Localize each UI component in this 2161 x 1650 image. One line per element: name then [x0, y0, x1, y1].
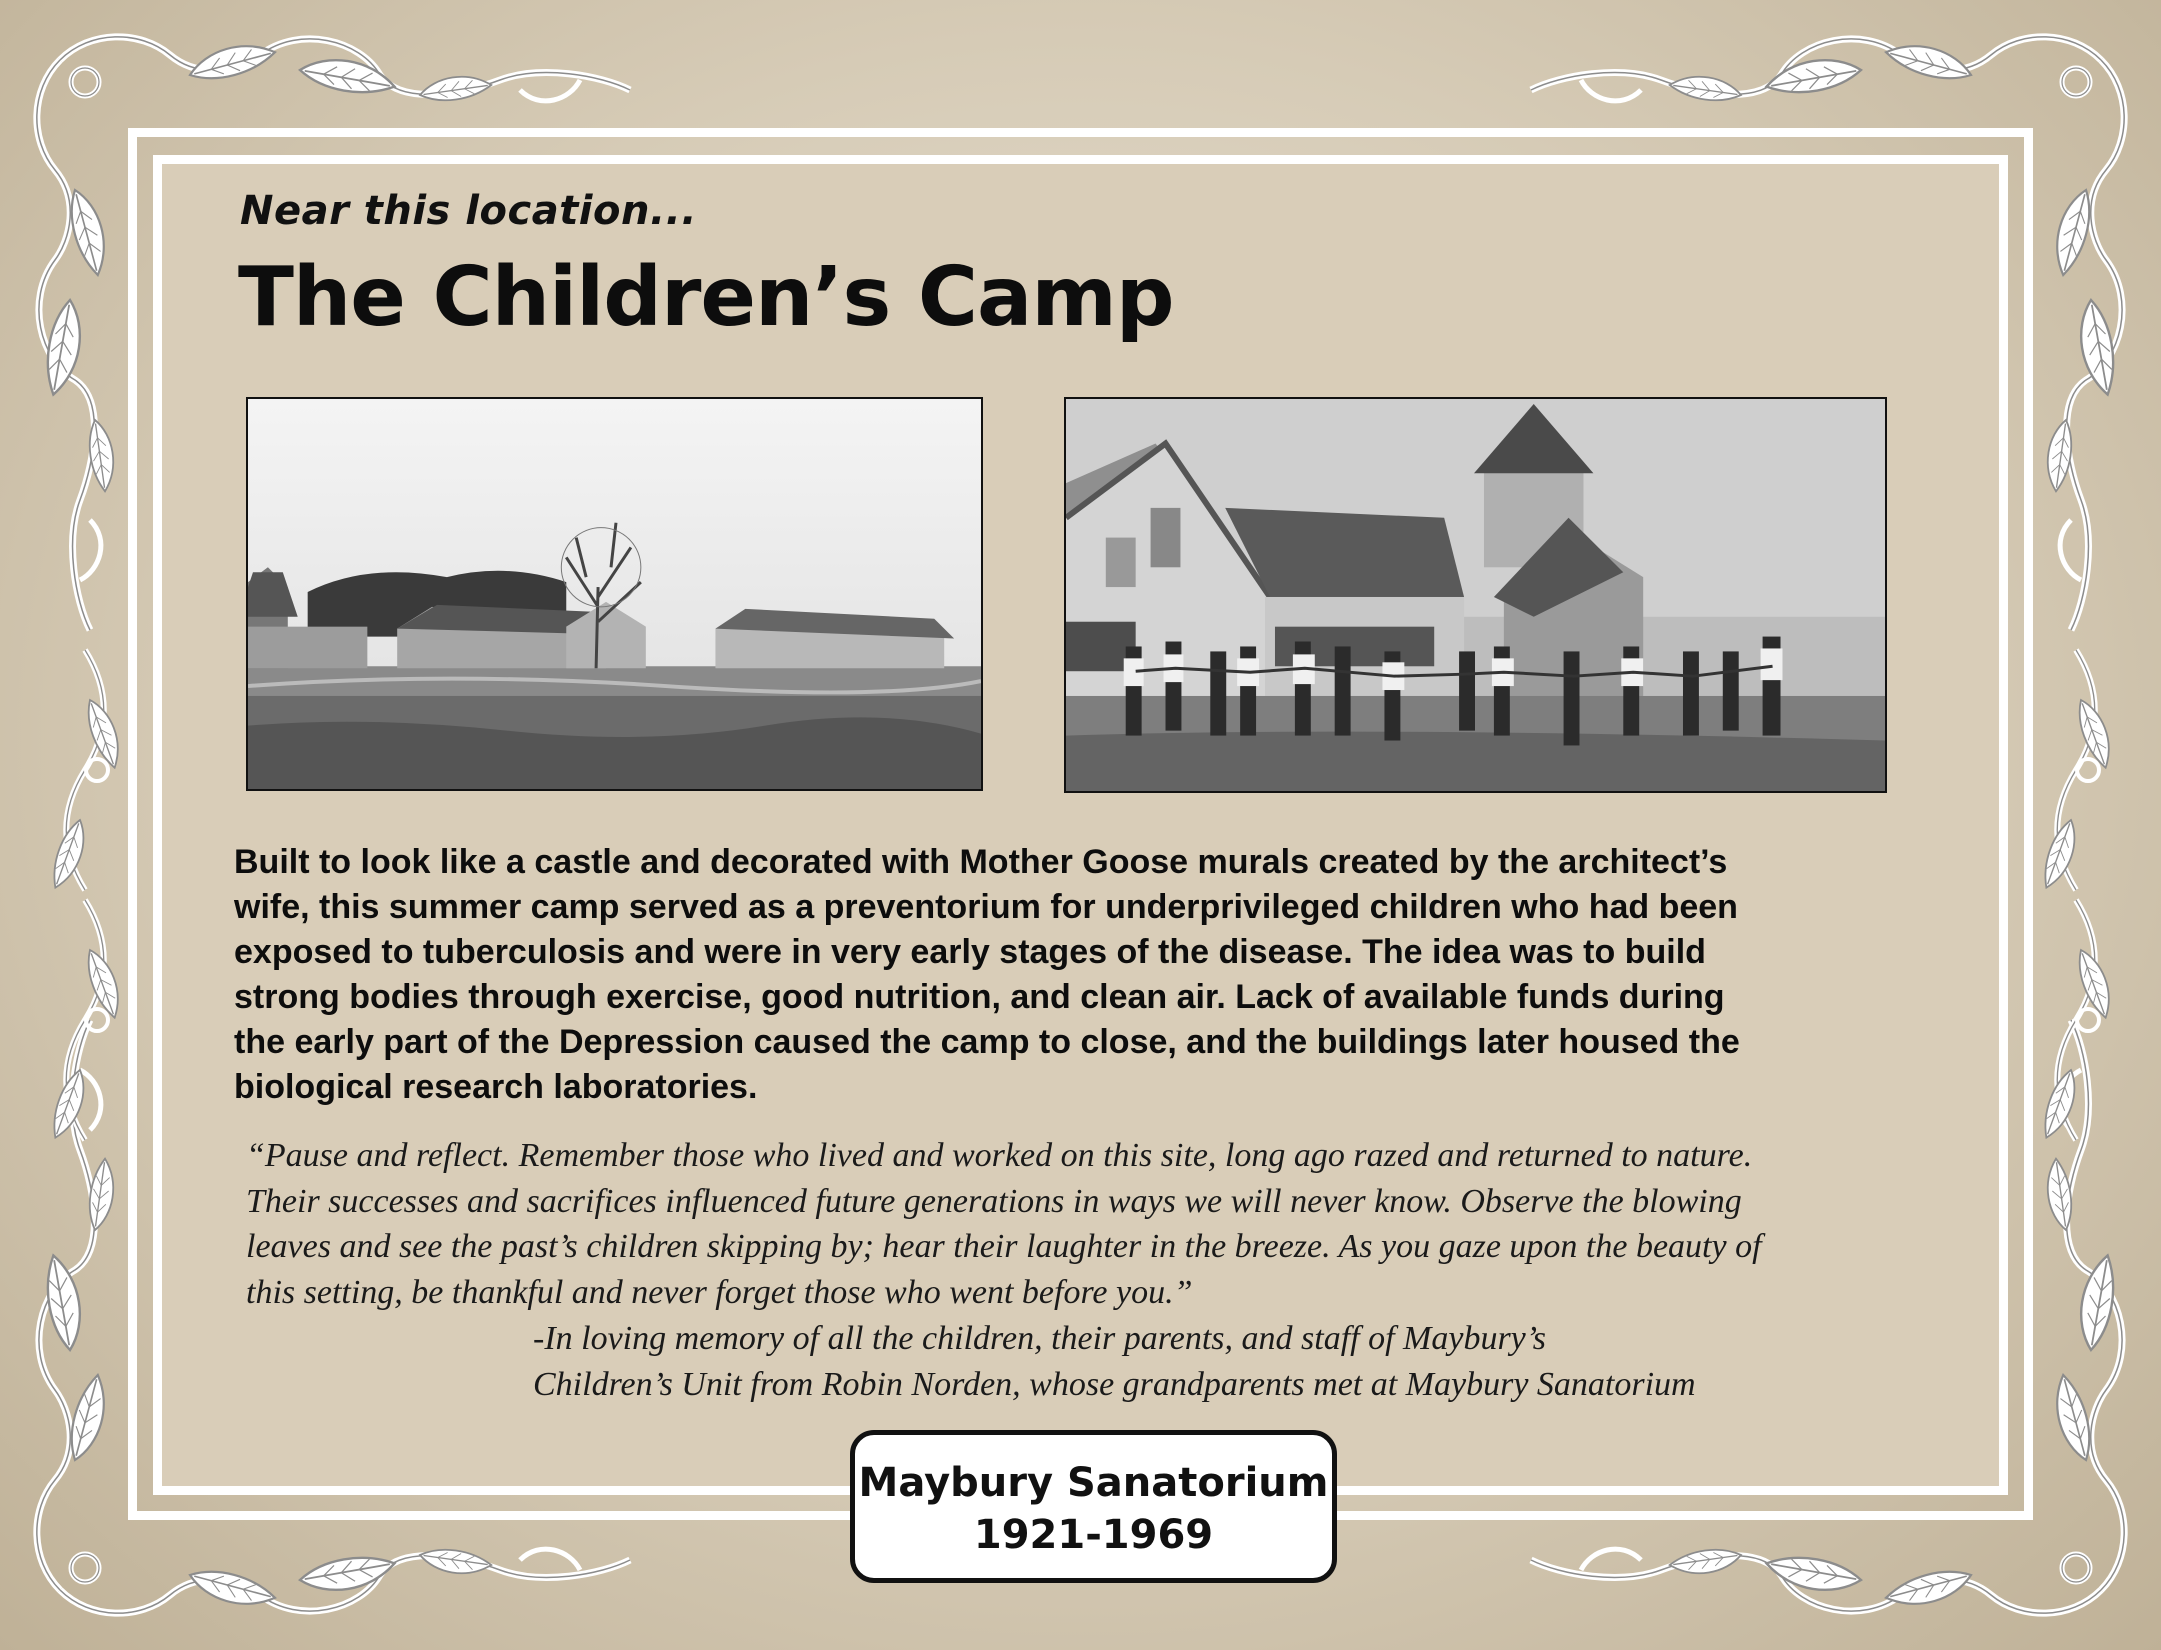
description-line: strong bodies through exercise, good nutrition, and clean air. Lack of available funds during: [234, 978, 1725, 1016]
children-circle-dance-photo: [1064, 397, 1887, 793]
quote-line: Their successes and sacrifices influenced future generations in ways we will never know. Observe the blowing: [246, 1182, 1742, 1220]
sanatorium-badge: [850, 1430, 1337, 1583]
description-line: biological research laboratories.: [234, 1068, 758, 1106]
memorial-quote: [246, 1133, 1946, 1315]
description-line: exposed to tuberculosis and were in very early stages of the disease. The idea was to build: [234, 933, 1706, 971]
attribution-line: Children’s Unit from Robin Norden, whose grandparents met at Maybury Sanatorium: [533, 1365, 1696, 1403]
camp-buildings-photo: [246, 397, 983, 791]
kicker-text: Near this location...: [240, 188, 698, 234]
quote-line: leaves and see the past’s children skipping by; hear their laughter in the breeze. As you gaze upon the beauty of: [246, 1228, 1762, 1265]
quote-attribution: [533, 1316, 1933, 1407]
description-line: wife, this summer camp served as a preventorium for underprivileged children who had been: [234, 888, 1738, 926]
page-title: The Children’s Camp: [238, 250, 1174, 345]
attribution-line: -In loving memory of all the children, their parents, and staff of Maybury’s: [533, 1320, 1546, 1357]
description-line: Built to look like a castle and decorated with Mother Goose murals created by the architect’s: [234, 843, 1728, 881]
quote-line: this setting, be thankful and never forget those who went before you.”: [246, 1273, 1193, 1311]
description-line: the early part of the Depression caused the camp to close, and the buildings later housed the: [234, 1023, 1740, 1061]
quote-line: “Pause and reflect. Remember those who lived and worked on this site, long ago razed and returned to nature.: [246, 1137, 1753, 1174]
description-paragraph: [234, 840, 1934, 1110]
badge-years: 1921-1969: [973, 1512, 1214, 1558]
badge-name: Maybury Sanatorium: [858, 1460, 1329, 1506]
